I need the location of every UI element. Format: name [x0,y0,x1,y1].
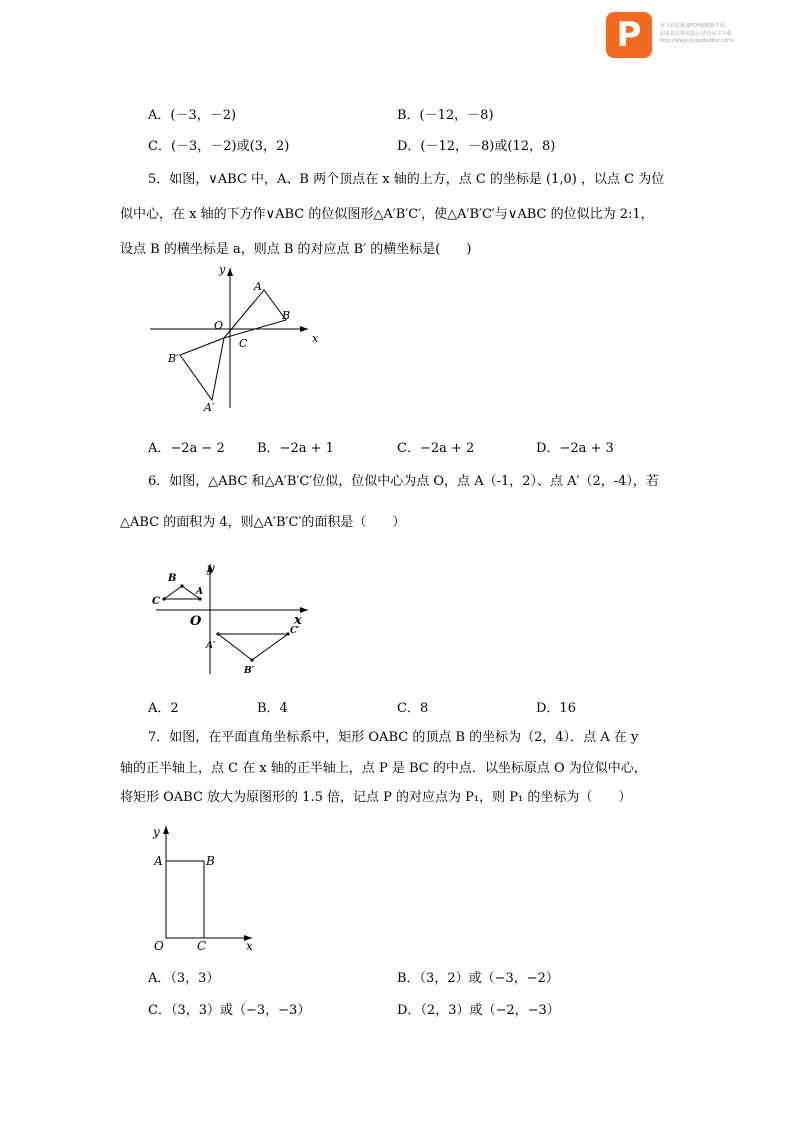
q7-text-line-3: 将矩形 OABC 放大为原图形的 1.5 倍，记点 P 的对应点为 P₁，则 P₁ 的坐标为（ ） [120,790,632,805]
q7-figure [146,822,266,954]
label-b: B [282,309,291,322]
label-a: A [196,587,203,597]
q5-text-line-2: 似中心，在 x 轴的下方作∨ABC 的位似图形△A′B′C′，使△A′B′C′与∨ABC 的位似比为 2:1， [120,207,654,222]
q7-text-line-1: 7．如图，在平面直角坐标系中，矩形 OABC 的顶点 B 的坐标为（2，4）．点 A 在 y [148,730,639,745]
q5-option-d: D．−2a + 3 [536,441,614,456]
point-b [180,584,183,587]
pdf-editor-logo [606,12,652,58]
watermark-line-1: 该文档是极速PDF编辑器生成, [660,23,727,29]
label-a: A [254,280,262,293]
q6-text-line-2: △ABC 的面积为 4，则△A′B′C′的面积是（ ） [120,515,406,530]
triangle-apbpcp [218,634,288,660]
label-a-prime: A′ [204,401,215,414]
x-axis-arrow [300,326,308,332]
q5-figure [140,258,340,428]
label-c: C [152,596,160,607]
watermark-line-2: 如果想去掉该提示,请访问并下载: [660,31,734,37]
point-a-prime [216,632,219,635]
label-c-prime: C′ [290,626,300,636]
label-c: C [197,939,207,953]
triangle-apbpc [180,338,224,400]
label-b: B [168,573,177,584]
q7-option-d: D．（2，3）或（−2，−3） [397,1003,560,1018]
q7-text-line-2: 轴的正半轴上，点 C 在 x 轴的正半轴上，点 P 是 BC 的中点．以坐标原点 O 为位似中心， [120,761,647,776]
watermark-line-3: http://www.jisupdfeditor.com/ [660,38,734,44]
q5-option-c: C．−2a + 2 [397,441,475,456]
label-b-prime: B′ [244,666,254,676]
q5-text-line-3: 设点 B 的横坐标是 a，则点 B 的对应点 B′ 的横坐标是( ) [120,242,472,257]
point-a [198,597,201,600]
label-b: B [206,854,215,868]
logo-letter: P [616,15,642,55]
q6-option-c: C．8 [397,701,429,716]
q7-option-b: B．（3，2）或（−3，−2） [397,971,559,986]
label-o: O [214,319,224,332]
label-o: O [154,939,164,953]
point-c [162,597,165,600]
q7-option-c: C．（3，3）或（−3，−3） [148,1003,311,1018]
q5-option-b: B．−2a + 1 [257,441,334,456]
q5-option-a: A．−2a − 2 [148,441,225,456]
label-x: x [246,939,253,953]
y-axis-arrow [163,826,169,834]
label-y: y [207,561,214,575]
q5-text-line-1: 5．如图，∨ABC 中，A、B 两个顶点在 x 轴的上方，点 C 的坐标是 (1,0) ，以点 C 为位 [148,172,665,187]
rectangle-oabc [166,861,204,938]
q6-figure [148,556,318,681]
q4-option-a: A．(－3，－2) [148,108,237,123]
label-y: y [219,263,226,276]
triangle-abc [224,290,286,338]
q6-text-line-1: 6．如图，△ABC 和△A′B′C′位似，位似中心为点 O，点 A（-1，2）、点 A′（2，-4），若 [148,474,659,489]
q6-option-b: B．4 [257,701,288,716]
q6-option-d: D．16 [536,701,576,716]
label-b-prime: B′ [168,352,179,365]
label-y: y [153,825,160,839]
q6-option-a: A．2 [148,701,179,716]
label-x: x [294,613,302,628]
point-b-prime [250,658,253,661]
y-axis-arrow [227,268,233,276]
q4-option-d: D．(－12，－8)或(12，8) [397,139,556,154]
q4-option-b: B．(－12，－8) [397,108,494,123]
q7-option-a: A．（3，3） [148,971,220,986]
label-o: O [190,614,202,629]
label-c: C [239,337,248,350]
label-a-prime: A′ [206,641,216,651]
triangle-abc [164,586,200,599]
label-x: x [312,332,319,345]
q4-option-c: C．(－3，－2)或(3，2) [148,139,290,154]
label-a: A [154,854,163,868]
